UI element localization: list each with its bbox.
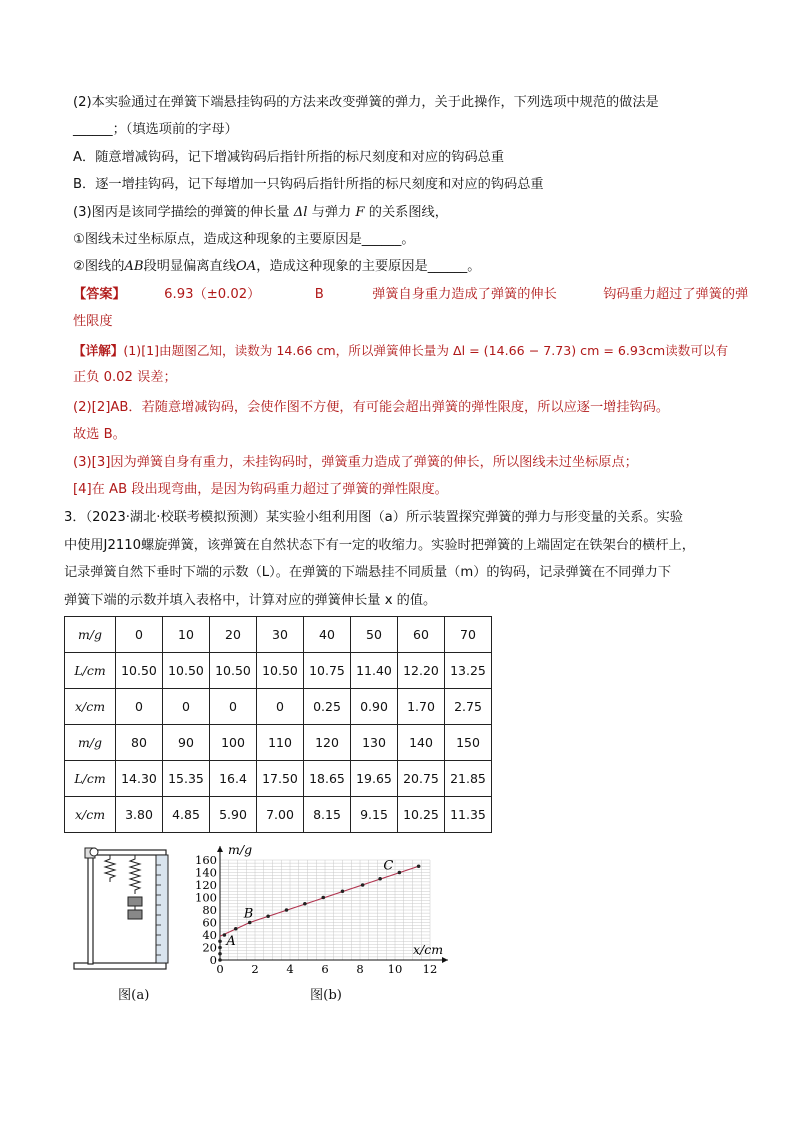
table-cell: 10.25 (398, 797, 445, 833)
y-tick-label: 120 (195, 878, 217, 892)
row-header-variable: L/cm (74, 663, 106, 678)
figure-a-caption: 图(a) (118, 988, 150, 1003)
q3-item2-mid: 段明显偏离直线 (143, 259, 236, 274)
table-cell: 11.35 (445, 797, 492, 833)
answer-4-continued: 性限度 (73, 314, 113, 329)
row-header-variable: m/g (77, 627, 103, 642)
y-tick-label: 60 (202, 915, 217, 930)
q3-item2-ab: AB (124, 259, 144, 274)
table-cell: 21.85 (445, 761, 492, 797)
table-cell: 19.65 (351, 761, 398, 797)
table-cell: 80 (116, 725, 163, 761)
x-tick-label: 4 (286, 962, 294, 976)
x-tick-label: 12 (422, 962, 438, 976)
table-cell: 50 (351, 617, 398, 653)
table-row (65, 725, 492, 761)
option-b: B．逐一增挂钩码，记下每增加一只钩码后指针所指的标尺刻度和对应的钩码总重 (73, 177, 544, 192)
detail-line2: 正负 0.02 误差； (73, 370, 177, 385)
detail-line5: (3)[3]因为弹簧自身有重力，未挂钩码时，弹簧重力造成了弹簧的伸长，所以图线未过坐标原点； (73, 455, 638, 470)
table-cell: 130 (351, 725, 398, 761)
data-point (341, 889, 345, 893)
table-cell: 20.75 (398, 761, 445, 797)
q3-item2-pre: ②图线的 (73, 259, 125, 274)
y-axis-label: m/g (228, 842, 253, 857)
table-cell: 70 (445, 617, 492, 653)
table-row-header (65, 725, 116, 761)
table-row-header (65, 617, 116, 653)
table-cell: 13.25 (445, 653, 492, 689)
data-point (303, 902, 307, 906)
table-cell: 5.90 (210, 797, 257, 833)
question-3-item1: ①图线未过坐标原点，造成这种现象的主要原因是______。 (73, 232, 415, 247)
figure-a-apparatus (70, 840, 188, 972)
table-cell: 0.90 (351, 689, 398, 725)
table-row (65, 689, 492, 725)
row-header-variable: m/g (77, 735, 103, 750)
detail-line4: 故选 B。 (73, 427, 126, 442)
table-row (65, 761, 492, 797)
table-cell: 0 (163, 689, 210, 725)
table-row-header (65, 653, 116, 689)
q3-delta-l: Δl (293, 205, 308, 220)
table-row-header (65, 761, 116, 797)
data-table (64, 616, 492, 833)
q3-intro-line3: 记录弹簧自然下垂时下端的示数（L）。在弹簧的下端悬挂不同质量（m）的钩码，记录弹簧在不同弹力下 (64, 565, 672, 580)
table-cell: 0 (210, 689, 257, 725)
x-axis-label: x/cm (412, 942, 444, 957)
table-cell: 100 (210, 725, 257, 761)
answer-line (73, 285, 748, 305)
detail-line3: (2)[2]AB．若随意增减钩码，会使作图不方便，有可能会超出弹簧的弹性限度，所以应逐一增挂钩码。 (73, 400, 670, 415)
table-cell: 18.65 (304, 761, 351, 797)
detail-line1 (73, 341, 728, 361)
table-cell: 17.50 (257, 761, 304, 797)
table-row-header (65, 689, 116, 725)
data-point (417, 864, 421, 868)
question-2-line1: (2)本实验通过在弹簧下端悬挂钩码的方法来改变弹簧的弹力，关于此操作，下列选项中规范的做法是 (73, 95, 659, 110)
table-cell: 16.4 (210, 761, 257, 797)
table-cell: 40 (304, 617, 351, 653)
table-cell: 140 (398, 725, 445, 761)
q3-intro-line4: 弹簧下端的示数并填入表格中，计算对应的弹簧伸长量 x 的值。 (64, 593, 437, 608)
y-tick-label: 0 (209, 953, 217, 967)
data-point (398, 871, 402, 875)
table-cell: 120 (304, 725, 351, 761)
table-cell: 10.50 (116, 653, 163, 689)
table-cell: 10 (163, 617, 210, 653)
table-cell: 20 (210, 617, 257, 653)
table-cell: 60 (398, 617, 445, 653)
question-3-item2 (73, 257, 480, 277)
q3-item2-oa: OA (235, 259, 257, 274)
figure-b-caption: 图(b) (310, 988, 342, 1003)
data-point (321, 896, 325, 900)
x-tick-label: 6 (321, 962, 329, 976)
table-cell: 12.20 (398, 653, 445, 689)
answer-tag: 【答案】 (73, 287, 126, 302)
q3-intro-line2: 中使用J2110螺旋弹簧，该弹簧在自然状态下有一定的收缩力。实验时把弹簧的上端固定在铁架台的横杆上， (64, 538, 695, 553)
figure-b-chart (190, 838, 470, 983)
y-tick-label: 20 (202, 940, 217, 955)
q3-item2-post: ，造成这种现象的主要原因是______。 (256, 259, 481, 274)
table-cell: 0 (116, 617, 163, 653)
table-cell: 0.25 (304, 689, 351, 725)
y-tick-label: 100 (195, 890, 217, 905)
data-point (234, 927, 238, 931)
table-cell: 2.75 (445, 689, 492, 725)
table-cell: 110 (257, 725, 304, 761)
data-point (218, 958, 222, 962)
row-header-variable: L/cm (74, 771, 106, 786)
table-row-header (65, 797, 116, 833)
data-point (218, 939, 222, 943)
x-axis-arrow (442, 957, 448, 963)
q3-text-post: 的关系图线， (368, 205, 448, 220)
data-point (218, 946, 222, 950)
q3-force: F (355, 205, 365, 220)
table-cell: 150 (445, 725, 492, 761)
x-tick-label: 2 (251, 962, 259, 976)
table-cell: 4.85 (163, 797, 210, 833)
table-cell: 3.80 (116, 797, 163, 833)
question-3-line0 (73, 203, 448, 223)
table-cell: 90 (163, 725, 210, 761)
table-cell: 1.70 (398, 689, 445, 725)
y-tick-label: 80 (202, 903, 217, 917)
question-2-line2: ______；（填选项前的字母） (73, 122, 238, 137)
option-a: A．随意增减钩码，记下增减钩码后指针所指的标尺刻度和对应的钩码总重 (73, 150, 505, 165)
x-tick-label: 10 (387, 962, 403, 976)
x-tick-label: 8 (356, 962, 364, 976)
table-cell: 10.50 (163, 653, 210, 689)
data-point (285, 908, 289, 912)
row-header-variable: x/cm (74, 807, 106, 822)
table-cell: 10.75 (304, 653, 351, 689)
x-tick-label: 0 (216, 962, 224, 976)
q3-intro-line1: 3．（2023·湖北·校联考模拟预测）某实验小组利用图（a）所示装置探究弹簧的弹力与形变量的关系。实验 (64, 510, 683, 525)
y-tick-label: 160 (195, 853, 217, 867)
table-cell: 0 (116, 689, 163, 725)
data-point (266, 914, 270, 918)
answer-2: B (314, 287, 324, 302)
table-cell: 8.15 (304, 797, 351, 833)
table-row (65, 797, 492, 833)
data-point (218, 952, 222, 956)
point-label-a: A (226, 934, 236, 949)
table-cell: 0 (257, 689, 304, 725)
table-cell: 10.50 (210, 653, 257, 689)
answer-4: 钩码重力超过了弹簧的弹 (603, 287, 749, 302)
detail-line6: [4]在 AB 段出现弯曲，是因为钩码重力超过了弹簧的弹性限度。 (73, 482, 448, 497)
y-axis-arrow (217, 846, 223, 852)
table-cell: 11.40 (351, 653, 398, 689)
table-cell: 14.30 (116, 761, 163, 797)
detail-text-1: (1)[1]由题图乙知，读数为 14.66 cm，所以弹簧伸长量为 Δl = (14.66 − 7.73) cm = 6.93cm读数可以有 (123, 343, 729, 358)
detail-tag: 【详解】 (73, 343, 124, 358)
point-label-b: B (243, 906, 254, 922)
q3-text-pre: (3)图丙是该同学描绘的弹簧的伸长量 (73, 205, 290, 220)
table-cell: 30 (257, 617, 304, 653)
table-cell: 10.50 (257, 653, 304, 689)
y-tick-label: 40 (202, 928, 217, 942)
row-header-variable: x/cm (74, 699, 106, 714)
table-cell: 9.15 (351, 797, 398, 833)
data-point (361, 883, 365, 887)
table-row (65, 617, 492, 653)
answer-3: 弹簧自身重力造成了弹簧的伸长 (372, 287, 557, 302)
point-label-c: C (383, 858, 394, 874)
table-cell: 7.00 (257, 797, 304, 833)
q3-text-mid: 与弹力 (311, 205, 352, 220)
answer-1: 6.93（±0.02） (164, 287, 261, 302)
y-tick-label: 140 (195, 865, 217, 880)
table-cell: 15.35 (163, 761, 210, 797)
table-row (65, 653, 492, 689)
data-point (378, 877, 382, 881)
